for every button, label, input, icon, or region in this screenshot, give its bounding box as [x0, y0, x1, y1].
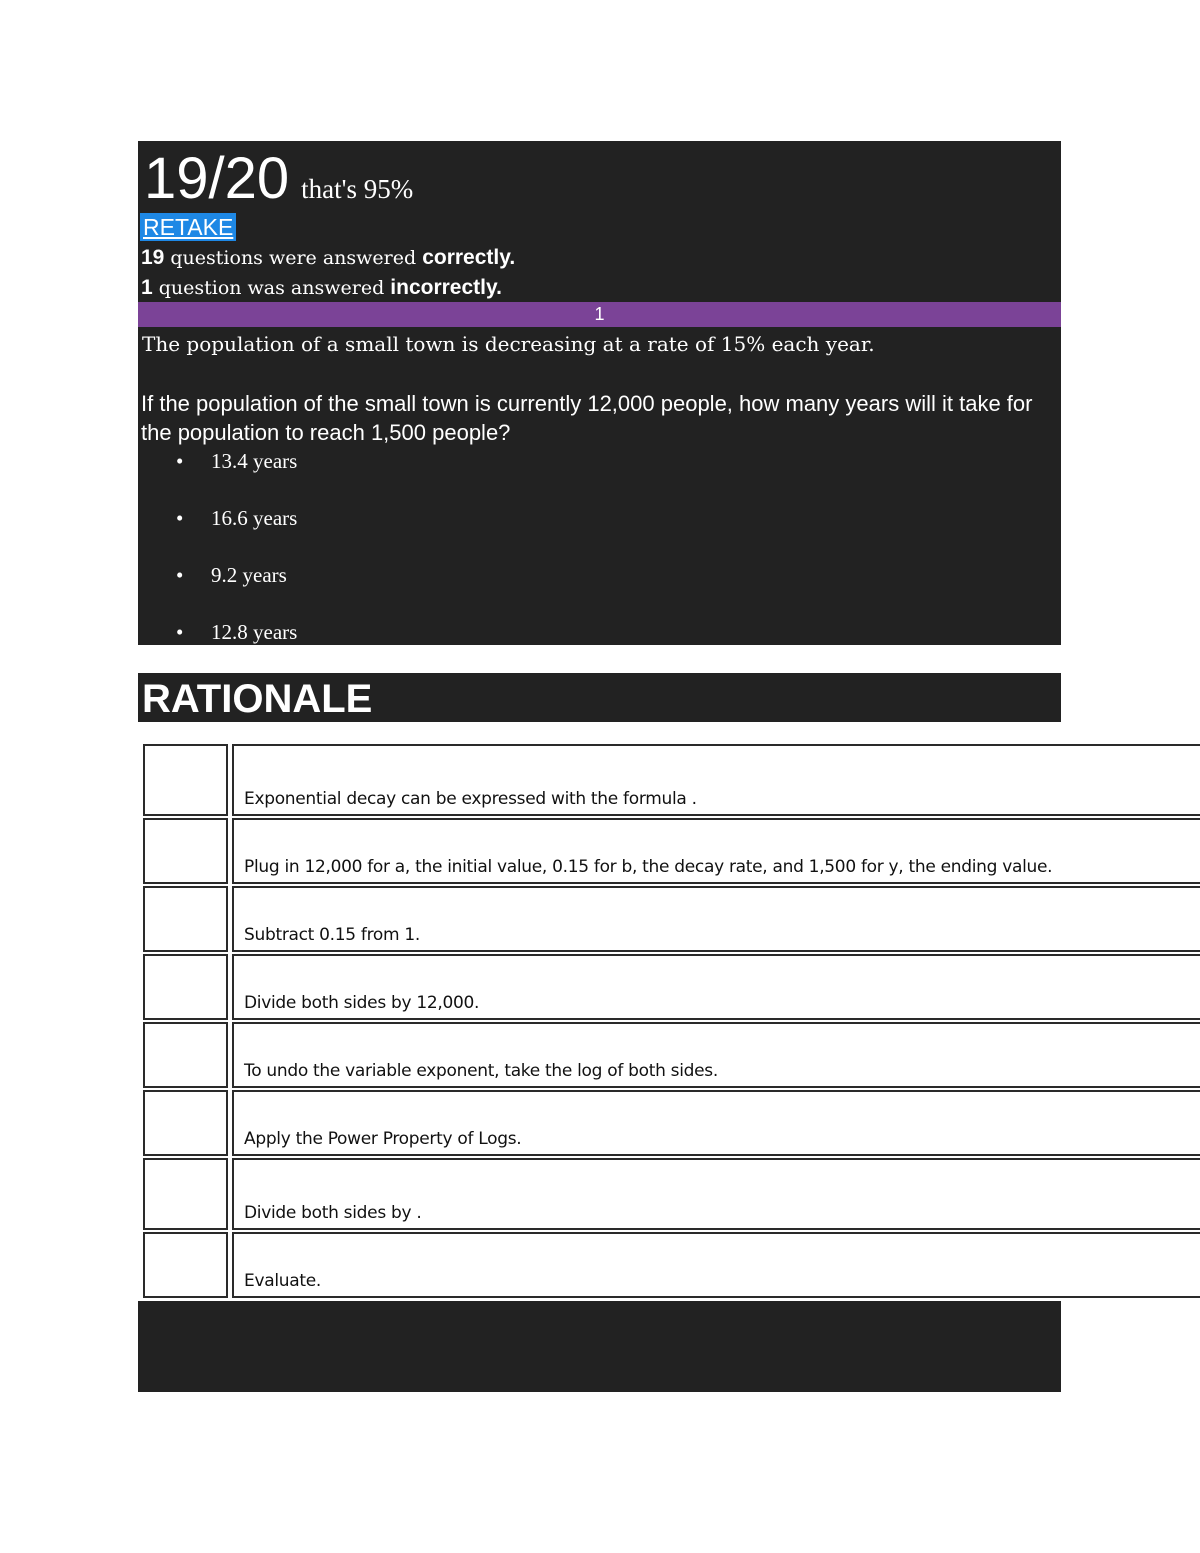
- step-number-cell: [143, 818, 228, 884]
- step-number-cell: [143, 886, 228, 952]
- rationale-title: RATIONALE: [142, 677, 373, 721]
- bottom-panel: [138, 1301, 1061, 1392]
- incorrect-count: 1: [141, 276, 153, 299]
- step-number-cell: [143, 1090, 228, 1156]
- bullet-icon: •: [176, 620, 184, 644]
- correct-summary: [141, 244, 515, 272]
- step-text: Exponential decay can be expressed with the formula .: [244, 789, 697, 809]
- step-text-cell: [232, 886, 1200, 952]
- step-text-cell: [232, 1232, 1200, 1298]
- step-text-cell: [232, 1022, 1200, 1088]
- step-text: Subtract 0.15 from 1.: [244, 925, 420, 945]
- incorrect-summary: [141, 274, 502, 302]
- table-row: [143, 1232, 1200, 1298]
- option-label: 13.4 years: [211, 449, 298, 473]
- step-text-cell: [232, 1090, 1200, 1156]
- step-text-cell: [232, 744, 1200, 816]
- step-number-cell: [143, 1158, 228, 1230]
- table-row: [143, 744, 1200, 816]
- answer-option[interactable]: [173, 619, 297, 645]
- option-label: 16.6 years: [211, 506, 298, 530]
- answer-option[interactable]: [173, 505, 297, 531]
- answer-options: [173, 446, 1061, 645]
- bullet-icon: •: [176, 449, 184, 473]
- step-text: Evaluate.: [244, 1271, 321, 1291]
- option-label: 9.2 years: [211, 563, 287, 587]
- question-ask: If the population of the small town is currently 12,000 people, how many years will it take for the population to reach 1,500 people?: [141, 391, 1033, 445]
- table-row: [143, 818, 1200, 884]
- bullet-icon: •: [176, 563, 184, 587]
- score-percent: that's 95%: [301, 174, 414, 204]
- answer-option[interactable]: [173, 562, 287, 588]
- table-row: [143, 954, 1200, 1020]
- score-fraction: 19/20: [144, 146, 290, 211]
- score-panel: [138, 141, 1061, 645]
- step-text: Divide both sides by .: [244, 1203, 422, 1223]
- table-row: [143, 1090, 1200, 1156]
- question-number-bar: 1: [138, 302, 1061, 327]
- step-text-cell: [232, 954, 1200, 1020]
- correct-text: questions were answered: [164, 247, 423, 269]
- question-text: The population of a small town is decreasing at a rate of 15% each year.: [142, 332, 875, 356]
- step-text: To undo the variable exponent, take the log of both sides.: [244, 1061, 718, 1081]
- step-text: Plug in 12,000 for a, the initial value, 0.15 for b, the decay rate, and 1,500 for y, the ending value.: [244, 857, 1053, 877]
- step-number-cell: [143, 744, 228, 816]
- option-label: 12.8 years: [211, 620, 298, 644]
- correct-word: correctly.: [422, 246, 516, 269]
- table-row: [143, 1158, 1200, 1230]
- bullet-icon: •: [176, 506, 184, 530]
- step-number-cell: [143, 954, 228, 1020]
- retake-button[interactable]: RETAKE: [140, 213, 236, 241]
- step-text-cell: [232, 1158, 1200, 1230]
- incorrect-word: incorrectly.: [390, 276, 502, 299]
- rationale-header: [138, 673, 1061, 722]
- step-text-cell: [232, 818, 1200, 884]
- answer-option[interactable]: [173, 448, 297, 474]
- score-line: [144, 143, 413, 215]
- step-number-cell: [143, 1022, 228, 1088]
- incorrect-text: question was answered: [152, 277, 391, 299]
- correct-count: 19: [141, 246, 165, 269]
- step-text: Divide both sides by 12,000.: [244, 993, 480, 1013]
- table-row: [143, 886, 1200, 952]
- step-number-cell: [143, 1232, 228, 1298]
- step-text: Apply the Power Property of Logs.: [244, 1129, 522, 1149]
- table-row: [143, 1022, 1200, 1088]
